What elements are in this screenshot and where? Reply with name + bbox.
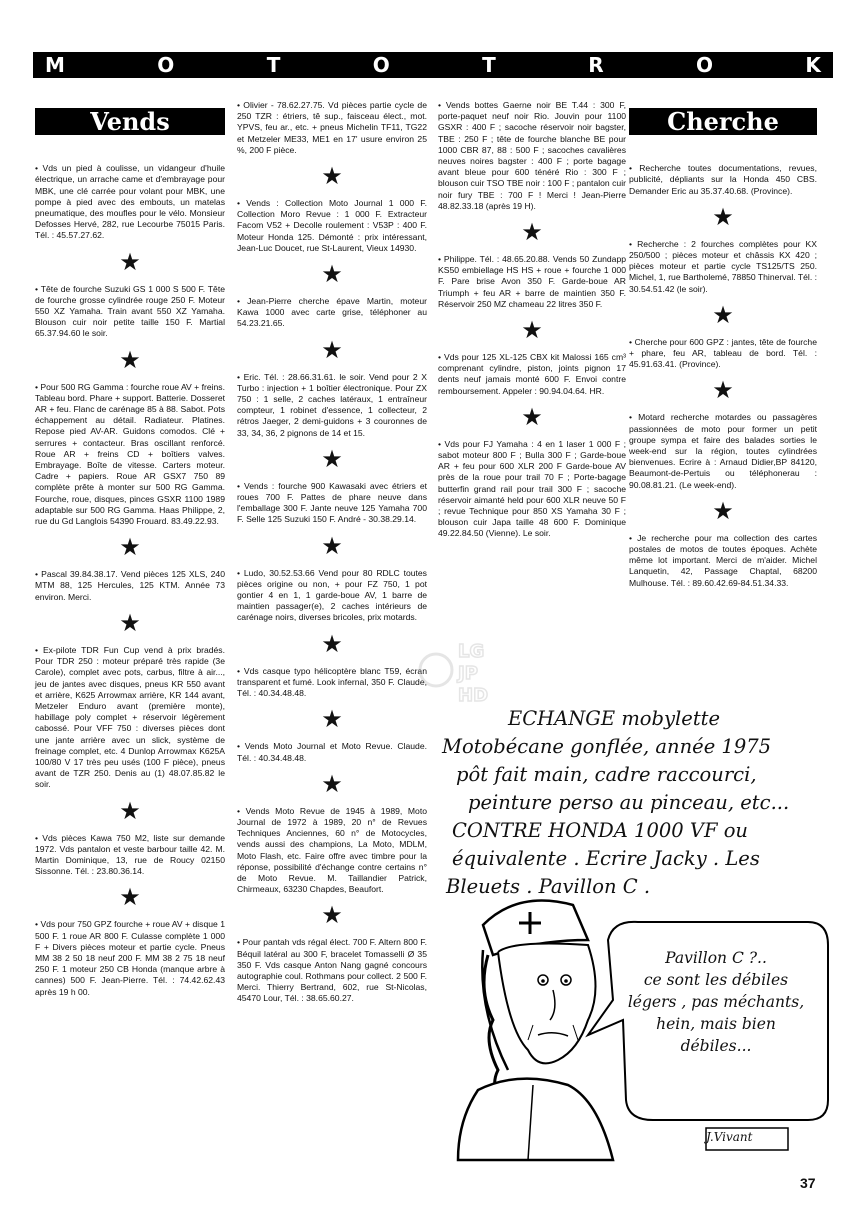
header-letter: O (157, 53, 175, 77)
classified-ad: • Vends Moto Journal et Moto Revue. Claude. Tél. : 40.34.48.48. (237, 741, 427, 763)
handwritten-line: ECHANGE mobylette (508, 707, 721, 730)
header-letter: T (266, 53, 281, 77)
column-cherche (629, 100, 817, 595)
speech-bubble-text (611, 947, 821, 1057)
header-letter: R (588, 53, 604, 77)
classified-ad: • Philippe. Tél. : 48.65.20.88. Vends 50 Zundapp KS50 embiellage HS HS + roue + fourche 1 000 F. Pare brise Avon 350 F. Garde-boue AR Triumph + feu AR + barre de maintien 350 F. Réservoir 250 MZ chameau 22 litres 350 F. (438, 254, 626, 310)
handwritten-line: CONTRE HONDA 1000 VF ou (452, 819, 748, 842)
star-separator-icon: ★ (321, 770, 343, 798)
svg-text:JP: JP (458, 663, 478, 684)
motorok-header-bar (33, 52, 833, 78)
classified-ad: • Pour 500 RG Gamma : fourche roue AV + freins. Tableau bord. Phare + support. Batterie. Dosseret AR + feu. Flanc de carénage 85 à 88. Sabot. Pots échappement au détail. Radiateur. Platines. Repose pied AV-AR. Guidons comodos. Clé + serrures + contacteur. Bras oscillant renforcé. Roue AR + freins CD + boîtiers valves. Embrayage. Boîte de vitesse. Carters moteur. Cadre + papiers. Roue AR GSX7 750 89 complète prête à monter sur 500 RG Gamma. Fourche, roue, disques, pinces GSXR 1100 1989 adaptable sur 500 RG Gamma. Haas Philippe, 2, rue du Gd Langlois 54390 Frouard. 83.49.22.93. (35, 382, 225, 528)
handwritten-line: peinture perso au pinceau, etc... (468, 791, 790, 814)
column-vends-3 (438, 100, 626, 546)
bubble-line: débiles... (680, 1037, 752, 1055)
header-letter: K (805, 53, 821, 77)
star-separator-icon: ★ (321, 630, 343, 658)
classified-ad: • Vds pièces Kawa 750 M2, liste sur demande 1972. Vds pantalon et veste barbour taille 42. M. Martin Dominique, 13, rue de Roucy 02150 Sissonne. Tél. : 23.80.36.14. (35, 833, 225, 878)
classified-ad: • Vends : Collection Moto Journal 1 000 F. Collection Moro Revue : 1 000 F. Extracteur Facom V52 + Decolle roulement : V53P : 400 F. Moteur Honda 125. Démonté : prix intéressant, Jean-Luc Doucet, rue St-Laurent, Vieux 14930. (237, 198, 427, 254)
classified-ad: • Vends Moto Revue de 1945 à 1989, Moto Journal de 1972 à 1989, 20 n° de Revues Techniques Anciennes, 60 n° de Motocycles, vends aussi des champions, La Moto, MDLM, Moto Flash, etc. Faire offre avec timbre pour la réponse, possibilité d'échange contre certains n° de Moto Revue. M. Taillandier Patrick, Chirmeaux, 63230 Chapdes, Beaufort. (237, 806, 427, 896)
classified-ad: • Eric. Tél. : 28.66.31.61. le soir. Vend pour 2 X Turbo : injection + 1 boîtier électronique. Pour ZX 750 : 1 selle, 2 caches latéraux, 1 entraîneur compteur, 1 robinet d'essence, 1 collecteur, 2 rétros Jaeger, 2 demi-guidons + 3 couronnes de 33, 34, 36, 2 pignons de 14 et 15. (237, 372, 427, 439)
classified-ad: • Vds pour FJ Yamaha : 4 en 1 laser 1 000 F ; sabot moteur 800 F ; Bulla 300 F ; Garde-boue AR + feu pour 600 XLR 200 F Garde-boue AV près de la roue pour trail 70 F ; Porte-bagage butterfin grand rail pour trail 300 F ; sacoche réservoir aimanté held pour 600 XLR neuve 50 F ; revue Technique pour 850 XS Yamaha 30 F ; blouson cuir Japa taille 48 600 F. Dominique 49.22.84.50 (Vienne). Le soir. (438, 439, 626, 540)
section-title-cherche: Cherche (629, 108, 817, 135)
handwritten-line: Bleuets . Pavillon C . (446, 875, 651, 898)
classified-ad: • Olivier - 78.62.27.75. Vd pièces partie cycle de 250 TZR : étriers, tê sup., faisceau élect., mot. YPVS, feu ar., etc. + pneus Michelin TF11, TG22 et Metzeler ME33, ME1 en 17' usure environ 25 %, 200 F pièce. (237, 100, 427, 156)
star-separator-icon: ★ (712, 377, 734, 405)
handwritten-line: pôt fait main, cadre raccourci, (456, 763, 757, 786)
cartoon-handwritten-ad (438, 705, 832, 901)
header-letter: O (372, 53, 390, 77)
classified-ad: • Vends bottes Gaerne noir BE T.44 : 300 F, porte-paquet neuf noir Rio. Jouvin pour 1100 GSXR : 400 F ; sacoche réservoir noir bagster, TBE : 250 F ; tête de fourche blanche BE pour 1000 CBR 87, 88 : 500 F ; sacoches cavalières neuves noires bagster : 400 F ; porte bagage avant bleue pour 600 ténéré Rio : 300 F ; blouson cuir TSO TBE noir : 100 F ; pantalon cuir noir fury TBE : 700 F ! Merci ! Jean-Pierre 48.82.33.18 (après 19 H). (438, 100, 626, 212)
classified-ad: • Vds pour 125 XL-125 CBX kit Malossi 165 cm³ comprenant cylindre, piston, joints pignon 17 dents neuf jamais monté 600 F. Envoi contre remboursement. Appeler : 90.94.04.64. HR. (438, 352, 626, 397)
star-separator-icon: ★ (521, 317, 543, 345)
classified-ad: • Pascal 39.84.38.17. Vend pièces 125 XLS, 240 MTM 88, 125 Hercules, 125 KTM. Année 73 environ. Merci. (35, 569, 225, 603)
star-separator-icon: ★ (321, 706, 343, 734)
classified-ad: • Recherche : 2 fourches complètes pour KX 250/500 ; pièces moteur et châssis KX 420 ; pièces moteur et partie cycle TS125/TS 250. Michel, 1, rue Bartholemé, 78850 Thinerval. Tél. : 30.54.51.42 (le soir). (629, 239, 817, 295)
header-letter: O (696, 53, 714, 77)
cartoonist-signature: J.Vivant (706, 1130, 753, 1144)
star-separator-icon: ★ (321, 261, 343, 289)
handwritten-line: équivalente . Ecrire Jacky . Les (452, 847, 760, 870)
star-separator-icon: ★ (321, 163, 343, 191)
star-separator-icon: ★ (521, 403, 543, 431)
classified-ad: • Jean-Pierre cherche épave Martin, moteur Kawa 1000 avec carte grise, téléphoner au 54.23.21.65. (237, 296, 427, 330)
classified-ad: • Ludo, 30.52.53.66 Vend pour 80 RDLC toutes pièces origine ou non, + pour FZ 750, 1 pot gontier 4 en 1, 1 garde-boue AV, 1 barre de maintien passager(e), 2 caches intérieurs de carénage noirs, diverses bricoles, prix motards. (237, 568, 427, 624)
classified-ad: • Ex-pilote TDR Fun Cup vend à prix bradés. Pour TDR 250 : moteur préparé très rapide (3e Carole), complet avec pots, carbus, filtre à air..., jeu de jantes avec disques, pneus KR 550 avant et arrière, K625 Arrowmax arrière, KR 144 avant, Metzeler Enduro avant (première monte), habillage poly complet + réservoir légèrement cabossé. Pour VFF 750 : diverses pièces dont une jante arrière avec un slick, système de freinage complet, etc. 4 Dunlop Arrowmax K625A 100/80 V 17 très peu usés (100 F pièce), pneus avant de TZR 250. Denis au (1) 48.07.85.82 le soir. (35, 645, 225, 791)
star-separator-icon: ★ (119, 884, 141, 912)
star-separator-icon: ★ (321, 532, 343, 560)
star-separator-icon: ★ (712, 301, 734, 329)
header-letter: T (482, 53, 496, 77)
bubble-line: légers , pas méchants, (627, 993, 805, 1011)
classified-ad: • Vds casque typo hélicoptère blanc T59, écran transparent et fumé. Look infernal, 350 F. Claude, Tél. : 40.34.48.48. (237, 666, 427, 700)
section-title-vends: Vends (35, 108, 225, 135)
star-separator-icon: ★ (119, 346, 141, 374)
star-separator-icon: ★ (321, 902, 343, 930)
bubble-line: Pavillon C ?.. (665, 949, 767, 967)
column-vends-2 (237, 100, 427, 1011)
svg-text:LG: LG (458, 641, 485, 662)
star-separator-icon: ★ (321, 445, 343, 473)
svg-text:HD: HD (458, 685, 489, 705)
star-separator-icon: ★ (521, 219, 543, 247)
star-separator-icon: ★ (119, 609, 141, 637)
bubble-line: ce sont les débiles (643, 971, 789, 989)
page-number: 37 (800, 1175, 816, 1191)
classified-ad: • Vends : fourche 900 Kawasaki avec étriers et roues 700 F. Pattes de phare neuve dans l'emballage 300 F. Jante neuve 125 Yamaha 700 F. Selle 125 Suzuki 150 F. André - 30.38.29.14. (237, 481, 427, 526)
star-separator-icon: ★ (119, 248, 141, 276)
classified-ad: • Tête de fourche Suzuki GS 1 000 S 500 F. Tête de fourche grosse cylindrée rouge 250 F. Moteur 550 XZ Yamaha. Train avant 550 XZ Yamaha. Blouson cuir noir petite taille 150 F. Martial 65.37.94.60 le soir. (35, 284, 225, 340)
handwritten-line: Motobécane gonflée, année 1975 (442, 735, 772, 758)
classified-ad: • Cherche pour 600 GPZ : jantes, tête de fourche + phare, feu AR, tableau de bord. Tél. : 45.91.63.41. (Province). (629, 337, 817, 371)
star-separator-icon: ★ (712, 497, 734, 525)
classified-ad: • Vds un pied à coulisse, un vidangeur d'huile électrique, un arrache came et d'embrayage pour MBK, une clé carrée pour volant pour MBK, une pompe à pied avec des embouts, un matelas pneumatique, des moufles pour le vélo. Monsieur Defosses Hervé, 282, rue Lecourbe 75015 Paris. Tél. : 45.57.27.62. (35, 163, 225, 241)
star-separator-icon: ★ (119, 534, 141, 562)
column-vends-1 (35, 100, 225, 1004)
classified-ad: • Vds pour 750 GPZ fourche + roue AV + disque 1 500 F. 1 roue AR 800 F. Culasse complète 1 000 F + Divers pièces moteur et partie cycle. Pneus MM 38 2 50 18 neuf 200 F. MM 38 2 75 18 neuf 250 F. 1 moteur 250 CB Honda (manque arbre à cannes) 500 F. Jean-Pierre. Tél. : 74.42.62.43 après 19 h 00. (35, 919, 225, 997)
classified-ad: • Recherche toutes documentations, revues, publicité, dépliants sur la Honda 450 CBS. Demander Eric au 35.37.40.68. (Province). (629, 163, 817, 197)
bubble-line: hein, mais bien (656, 1015, 776, 1033)
star-separator-icon: ★ (712, 203, 734, 231)
classified-ad: • Je recherche pour ma collection des cartes postales de motos de toutes époques. Achète même lot important. Merci de m'aider. Michel Lanquetin, 42, Passage Chaptal, 68200 Mulhouse. Tél. : 89.60.42.69-84.51.34.33. (629, 533, 817, 589)
classified-ad: • Motard recherche motardes ou passagères passionnées de moto pour former un petit groupe sympa et faire des balades sorties le week-end sur la région, toutes cylindrées bienvenues. Ecrire à : Arnaud Didier,BP 84120, Beaumont-de-Pertuis ou téléphonerau : 90.08.81.21. (Le week-end). (629, 412, 817, 490)
classified-ad: • Pour pantah vds régal élect. 700 F. Altern 800 F. Béquil latéral au 300 F, bracelet Tomasselli Ø 35 350 F. Vds casque Anton Nang gagné concours autographie coul. Rothmans pour collect. 2 500 F. Merci. Thierry Bertrand, 602, rue St-Nicolas, 45470 Lour, Tél. : 38.65.60.27. (237, 937, 427, 1004)
star-separator-icon: ★ (321, 336, 343, 364)
star-separator-icon: ★ (119, 797, 141, 825)
header-letter: M (45, 53, 65, 77)
